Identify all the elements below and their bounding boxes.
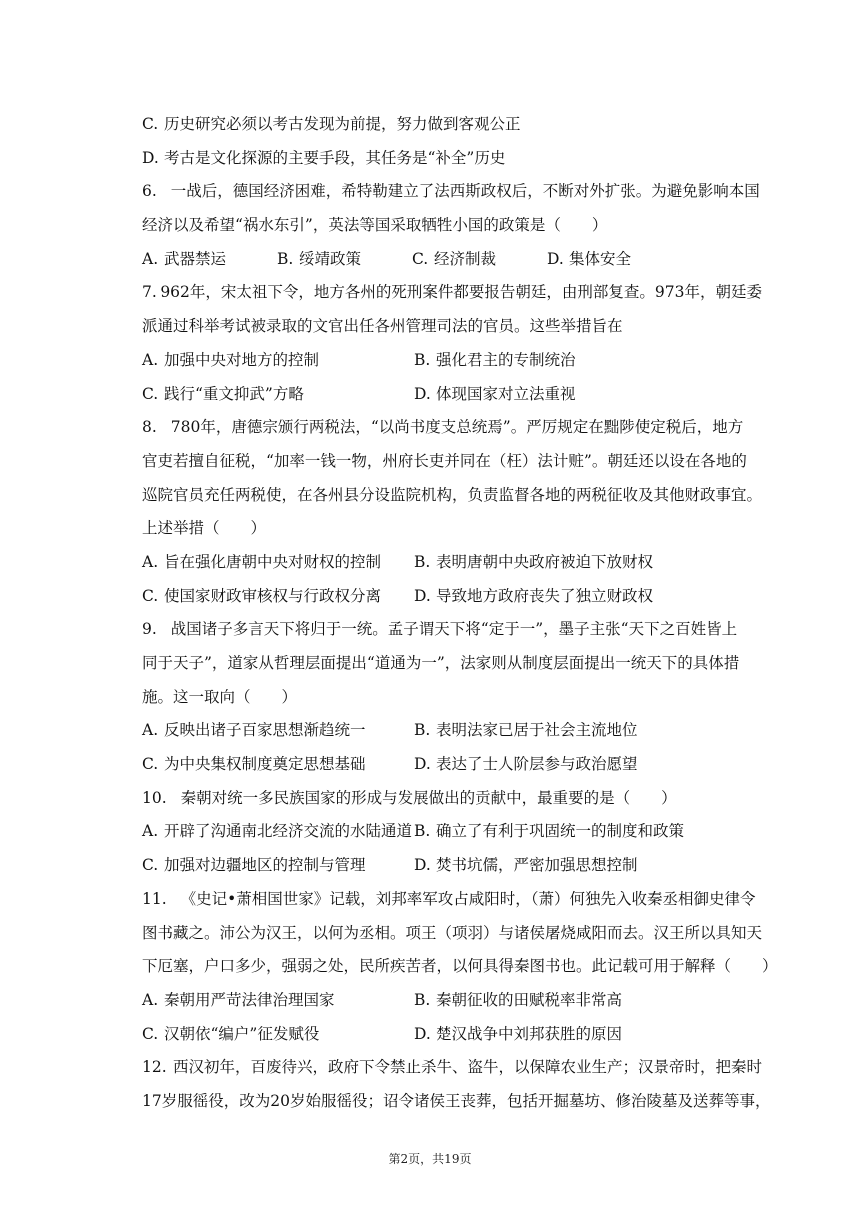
options-row	[142, 1018, 762, 1052]
option-text: 践行“重文抑武”方略	[164, 384, 304, 403]
question-stem-text: 上述举措（ ）	[142, 519, 267, 538]
option-line	[142, 108, 762, 142]
question-1	[142, 276, 762, 411]
option-text: 秦朝用严苛法律治理国家	[164, 990, 335, 1009]
spacer	[167, 782, 181, 816]
option	[414, 546, 686, 580]
question-stem-line	[142, 917, 762, 951]
option-text: 表达了士人阶层参与政治愿望	[436, 755, 638, 774]
question-stem-text: 官吏若擅自征税，“加率一钱一物，州府长吏并同在（枉）法计赃”。朝廷还以设在各地的	[142, 451, 747, 470]
question-5	[142, 883, 778, 1051]
option-text: 开辟了沟通南北经济交流的水陆通道	[164, 822, 413, 841]
question-stem-text: 同于天子”，道家从哲理层面提出“道通为一”，法家则从制度层面提出一统天下的具体措	[142, 654, 740, 672]
question-stem-line	[142, 1085, 771, 1119]
question-stem-text: 一战后，德国经济困难，希特勒建立了法西斯政权后，不断对外扩张。为避免影响本国	[170, 182, 760, 201]
options-row	[142, 714, 762, 748]
question-stem-line	[142, 512, 762, 546]
option-text: 表明法家已居于社会主流地位	[436, 721, 638, 740]
question-stem-text: 经济以及希望“祸水东引”，英法等国采取牺牲小国的政策是（ ）	[142, 216, 608, 235]
option	[414, 849, 686, 883]
question-number: 7.	[142, 283, 157, 302]
option-text: 楚汉战争中刘邦获胜的原因	[436, 1024, 623, 1043]
question-stem-line	[142, 276, 762, 310]
option-label: B.	[414, 350, 431, 369]
option-label: C.	[142, 755, 159, 774]
option-text: 旨在强化唐朝中央对财权的控制	[164, 552, 382, 571]
options-row	[142, 344, 762, 378]
option-label: D.	[414, 755, 431, 774]
question-2	[142, 411, 762, 613]
option-label: A.	[142, 990, 159, 1009]
option-text: 经济制裁	[434, 249, 497, 268]
question-6	[142, 1051, 771, 1118]
option-line	[142, 142, 762, 176]
option-text: 汉朝依“编户”征发赋役	[164, 1024, 320, 1043]
question-stem-line	[142, 782, 762, 816]
option	[142, 580, 414, 614]
question-number: 12.	[142, 1058, 167, 1077]
question-3	[142, 613, 762, 781]
option-text: 体现国家对立法重视	[436, 384, 576, 403]
spacer	[157, 411, 171, 445]
option-label: B.	[414, 990, 431, 1009]
option-label: C.	[142, 384, 159, 403]
option-label: A.	[142, 249, 159, 268]
option	[414, 714, 686, 748]
option	[142, 546, 414, 580]
question-stem-text: 战国诸子多言天下将归于一统。孟子谓天下将“定于一”，墨子主张“天下之百姓皆上	[170, 620, 738, 639]
option	[414, 984, 686, 1018]
question-stem-text: 秦朝对统一多民族国家的形成与发展做出的贡献中，最重要的是（ ）	[180, 788, 677, 807]
option-label: C.	[142, 115, 159, 133]
question-stem-text: 《史记•萧相国世家》记载，刘邦率军攻占咸阳时，（萧）何独先入收秦丞相御史律令	[180, 889, 756, 908]
option-label: C.	[142, 586, 159, 605]
option-label: D.	[414, 1024, 431, 1043]
options-row	[142, 378, 762, 412]
option-text: 使国家财政审核权与行政权分离	[164, 586, 382, 605]
option-label: A.	[142, 552, 159, 571]
option-text: 焚书坑儒，严密加强思想控制	[436, 856, 638, 875]
option-label: A.	[142, 822, 159, 841]
question-stem-line	[142, 681, 762, 715]
question-stem-line	[142, 647, 762, 681]
option-text: 绥靖政策	[299, 249, 362, 268]
options-row	[142, 849, 762, 883]
option	[142, 748, 414, 782]
option	[142, 378, 414, 412]
page-content	[142, 108, 778, 1119]
spacer	[157, 613, 171, 647]
question-stem-line	[142, 613, 762, 647]
question-stem-text: 962年，宋太祖下令，地方各州的死刑案件都要报告朝廷，由刑部复查。973年，朝廷委	[160, 283, 762, 302]
question-0	[142, 175, 762, 276]
option-text: 导致地方政府丧失了独立财政权	[436, 586, 654, 605]
option-text: 为中央集权制度奠定思想基础	[164, 755, 366, 774]
option-text: 强化君主的专制统治	[436, 350, 576, 369]
options-row	[142, 984, 762, 1018]
options-row	[142, 815, 762, 849]
option	[142, 1018, 414, 1052]
question-stem-line	[142, 411, 762, 445]
option	[414, 580, 686, 614]
option-label: D.	[414, 384, 431, 403]
option	[414, 1018, 686, 1052]
option	[414, 815, 686, 849]
question-stem-line	[142, 479, 762, 513]
option-label: A.	[142, 721, 159, 740]
option-label: B.	[414, 822, 431, 841]
option-text: 加强中央对地方的控制	[164, 350, 320, 369]
option	[412, 243, 547, 277]
option-label: B.	[414, 721, 431, 740]
option-text: 表明唐朝中央政府被迫下放财权	[436, 552, 654, 571]
option-text: 武器禁运	[164, 249, 227, 268]
spacer	[157, 175, 171, 209]
option	[142, 243, 277, 277]
option-label: D.	[142, 148, 159, 167]
option-label: B.	[277, 249, 294, 268]
question-stem-text: 图书藏之。沛公为汉王，以何为丞相。项王（项羽）与诸侯屠烧咸阳而去。汉王所以具知天	[142, 923, 763, 942]
question-number: 6.	[142, 182, 157, 201]
options-row	[142, 243, 762, 277]
question-stem-text: 下厄塞，户口多少，强弱之处，民所疾苦者，以何具得秦图书也。此记载可用于解释（ ）	[142, 957, 778, 976]
option-text: 确立了有利于巩固统一的制度和政策	[436, 822, 685, 841]
question-number: 9.	[142, 620, 157, 639]
spacer	[167, 883, 181, 917]
option	[142, 714, 414, 748]
question-4	[142, 782, 762, 883]
option	[547, 243, 682, 277]
question-stem-text: 派通过科举考试被录取的文官出任各州管理司法的官员。这些举措旨在	[142, 317, 623, 336]
question-stem-text: 巡院官员充任两税使，在各州县分设监院机构，负责监督各地的两税征收及其他财政事宜。	[142, 485, 763, 504]
option	[142, 815, 414, 849]
option	[142, 984, 414, 1018]
options-row	[142, 580, 762, 614]
option-text: 秦朝征收的田赋税率非常高	[436, 990, 623, 1009]
question-stem-text: 西汉初年，百废待兴，政府下令禁止杀牛、盗牛，以保障农业生产；汉景帝时，把秦时	[172, 1058, 762, 1077]
option	[414, 378, 686, 412]
option-text: 加强对边疆地区的控制与管理	[164, 856, 366, 875]
question-number: 11.	[142, 889, 167, 908]
option-label: D.	[547, 249, 564, 268]
question-stem-line	[142, 310, 762, 344]
option-label: D.	[414, 856, 431, 875]
option-label: C.	[412, 249, 429, 268]
option-text: 考古是文化探源的主要手段，其任务是“补全”历史	[164, 148, 506, 167]
option-label: C.	[142, 856, 159, 875]
option	[142, 344, 414, 378]
question-stem-line	[142, 445, 762, 479]
question-stem-text: 施。这一取向（ ）	[142, 687, 298, 706]
option-text: 集体安全	[569, 249, 632, 268]
question-number: 10.	[142, 788, 167, 807]
options-row	[142, 546, 762, 580]
option-text: 历史研究必须以考古发现为前提，努力做到客观公正	[164, 115, 521, 133]
question-stem-text: 780年，唐德宗颁行两税法，“以尚书度支总统焉”。严厉规定在黜陟使定税后，地方	[170, 418, 744, 437]
option-label: B.	[414, 552, 431, 571]
question-stem-text: 17岁服徭役，改为20岁始服徭役；诏令诸侯王丧葬，包括开掘墓坊、修治陵墓及送葬等事，	[142, 1091, 771, 1110]
option-label: C.	[142, 1024, 159, 1043]
options-row	[142, 748, 762, 782]
option	[414, 748, 686, 782]
question-stem-line	[142, 209, 762, 243]
question-stem-line	[142, 883, 762, 917]
option	[142, 849, 414, 883]
question-number: 8.	[142, 418, 157, 437]
option	[277, 243, 412, 277]
question-stem-line	[142, 950, 778, 984]
option-label: D.	[414, 586, 431, 605]
option-label: A.	[142, 350, 159, 369]
question-stem-line	[142, 1051, 762, 1085]
page-footer: 第2页，共19页	[388, 1152, 472, 1166]
question-stem-line	[142, 175, 762, 209]
option	[414, 344, 686, 378]
option-text: 反映出诸子百家思想渐趋统一	[164, 721, 366, 740]
